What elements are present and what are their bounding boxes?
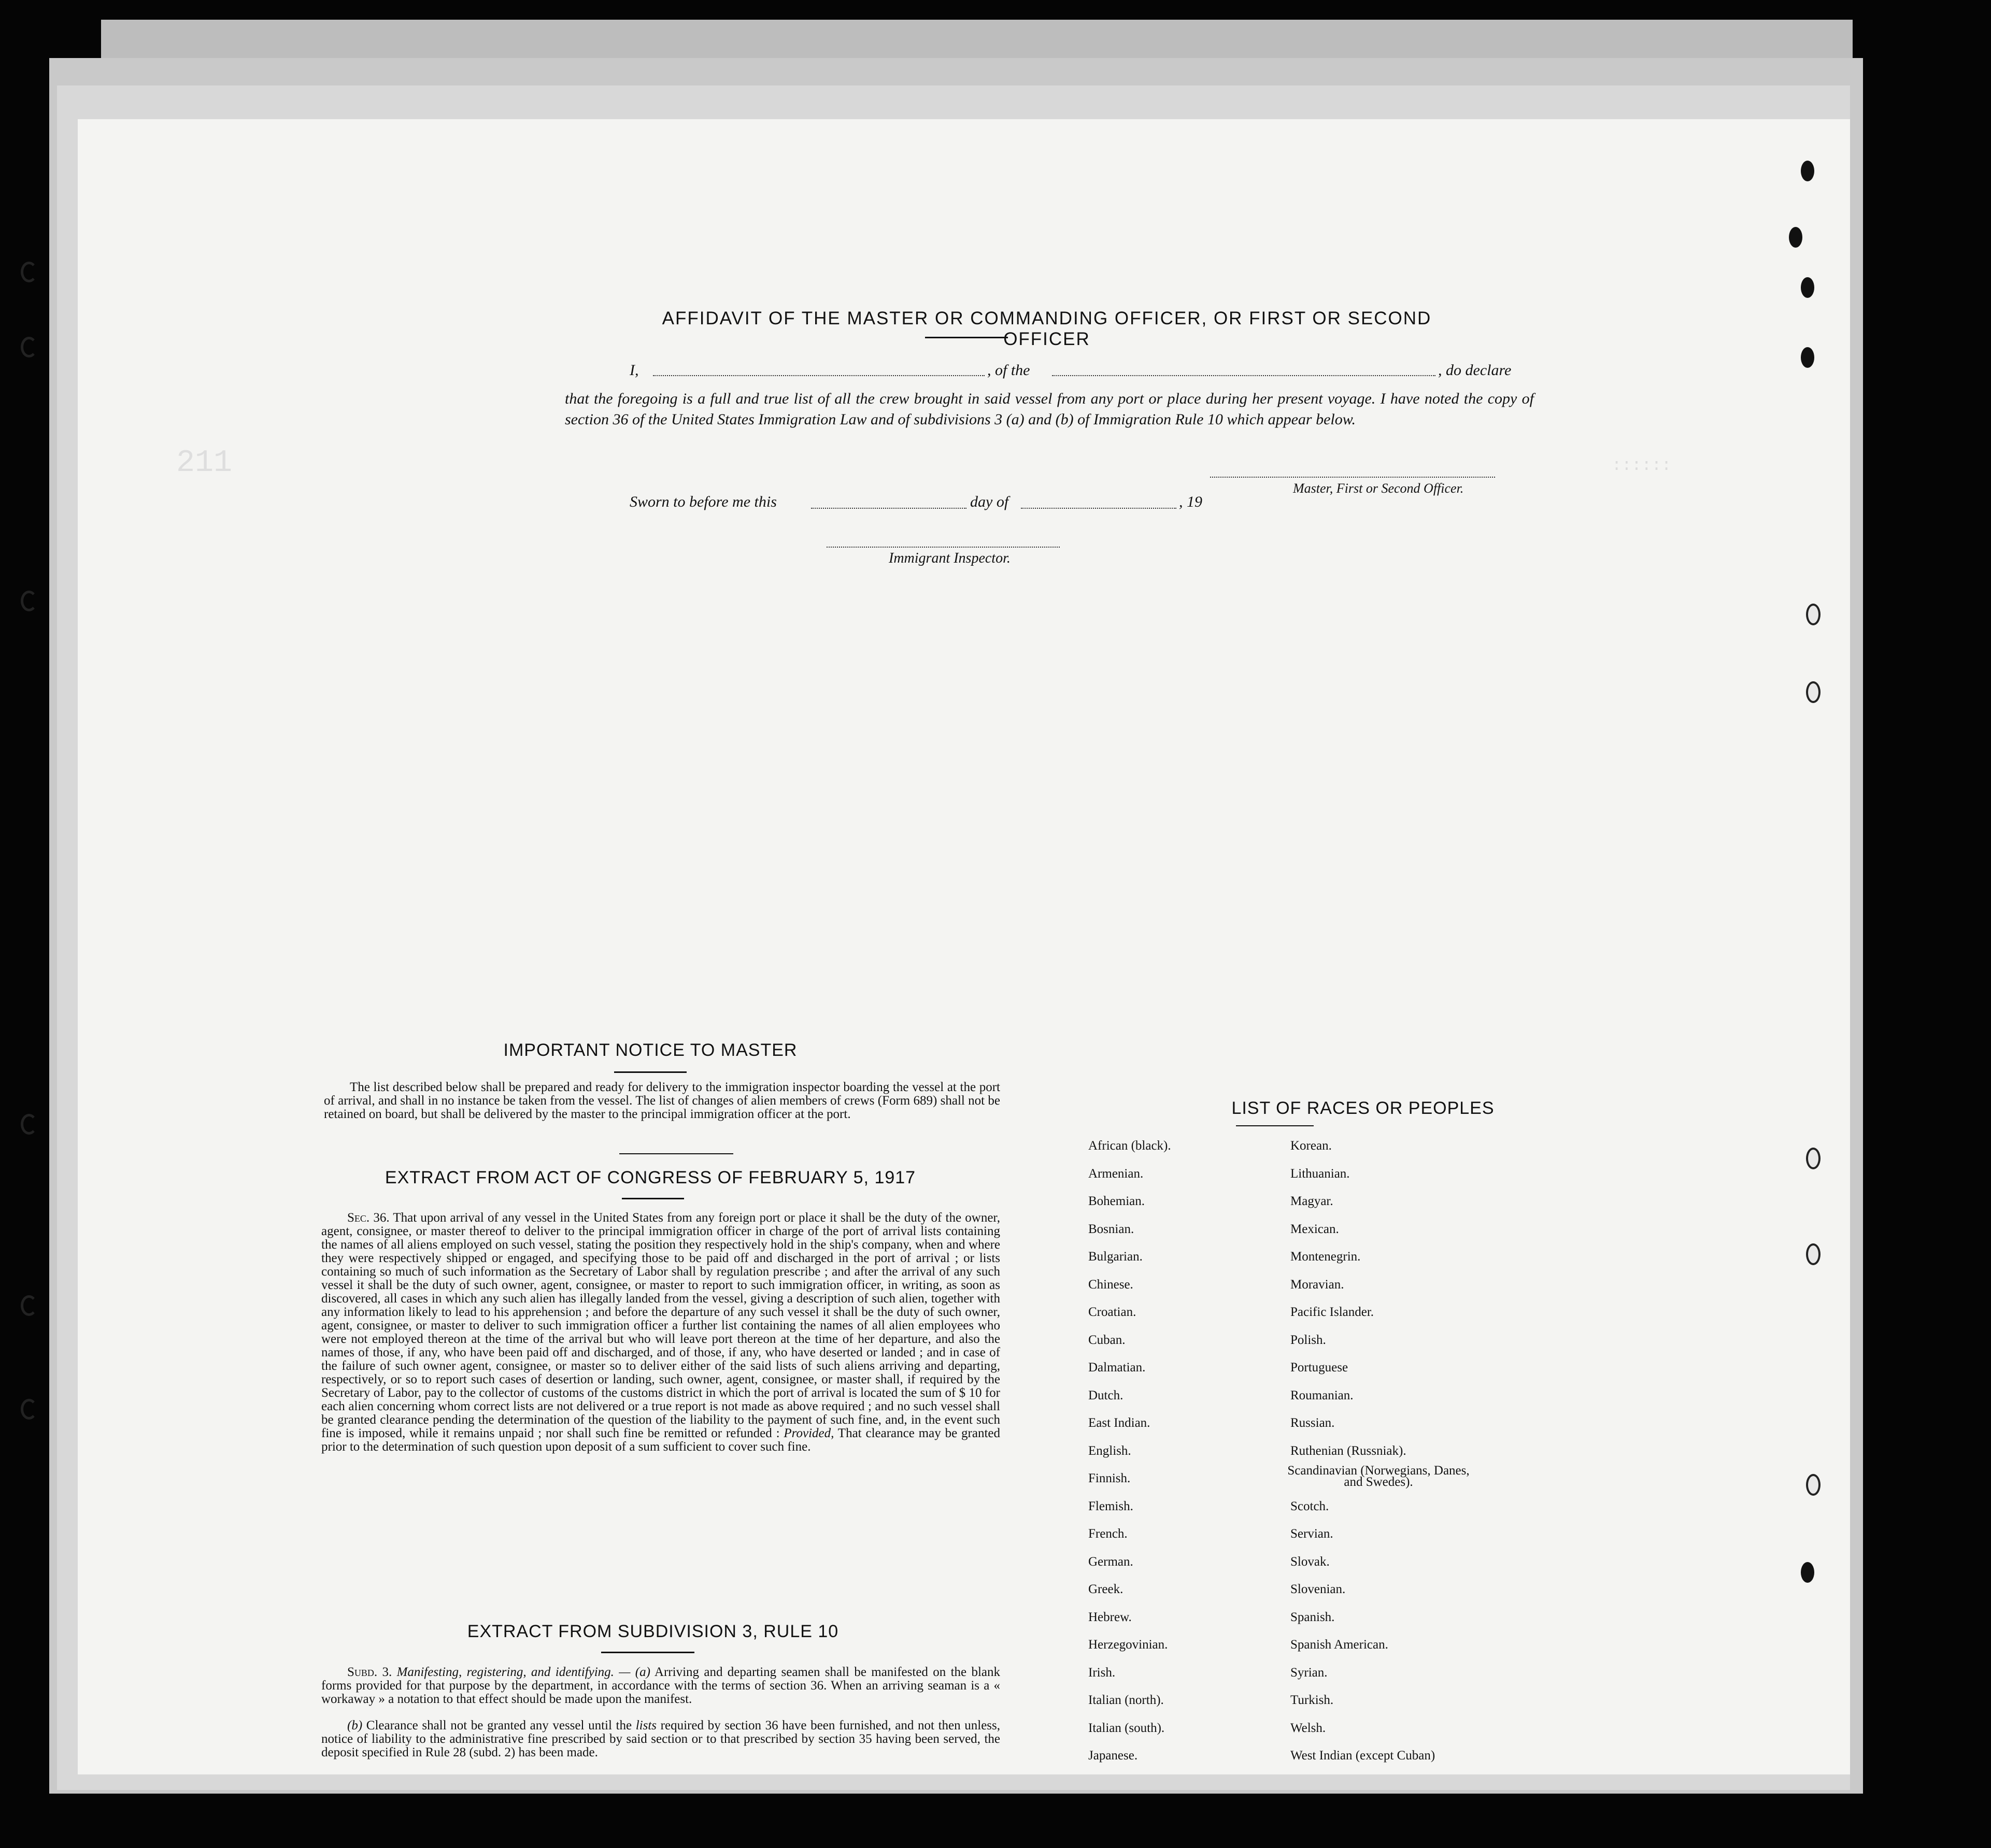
proviso-body: That clearance may be granted prior to the determination of such question upon deposit of a sum sufficient to cover such fine. [321,1426,1000,1454]
punch-hole-icon [1806,681,1821,703]
race-item: Portuguese [1290,1360,1348,1374]
declaration-text: that the foregoing is a full and true list of all the crew brought in said vessel from any port or place during her present voyage. I have noted the copy of section 36 of the United States Immigration Law and of subdivisions 3 (a) and (b) of Immigration Rule 10 which appear below. [565,390,1534,428]
race-item: Servian. [1290,1527,1333,1541]
bleed-through-mark: :::::: [1612,456,1672,475]
bleed-through-mark: 211 [176,446,233,481]
sworn-label: Sworn to before me this [630,493,777,510]
rule-b-text-1: Clearance shall not be granted any vessel until the [366,1718,632,1732]
race-item: Pacific Islander. [1290,1305,1374,1319]
day-of-label: day of [970,493,1009,510]
race-item: African (black). [1088,1139,1171,1153]
year-label: , 19 [1179,493,1202,510]
divider [601,1652,694,1653]
race-item: Bohemian. [1088,1194,1145,1208]
act-title: EXTRACT FROM ACT OF CONGRESS OF FEBRUARY 5, 1917 [385,1168,916,1187]
race-item: Scandinavian (Norwegians, Danes, and Swedes). [1287,1464,1470,1489]
subd-label: Subd. 3. [347,1665,392,1679]
race-item: Lithuanian. [1290,1166,1350,1181]
race-item: Herzegovinian. [1088,1638,1168,1652]
lists-word: lists [635,1718,657,1732]
punch-hole-icon [1801,161,1814,181]
rule-para-b [321,1719,1000,1759]
race-item: Scotch. [1290,1499,1329,1513]
race-item: Bulgarian. [1088,1250,1143,1264]
binder-ring-icon [21,1295,37,1316]
rule-para-a [321,1666,1000,1706]
rule-title: EXTRACT FROM SUBDIVISION 3, RULE 10 [467,1622,839,1641]
race-item: Magyar. [1290,1194,1333,1208]
binder-ring-icon [21,1399,37,1420]
officer-signature-field[interactable] [1210,477,1495,478]
divider [1236,1125,1314,1126]
inspector-label: Immigrant Inspector. [889,550,1011,566]
binder-ring-icon [21,591,37,611]
race-item: Montenegrin. [1290,1250,1361,1264]
punch-hole-icon [1806,604,1821,625]
race-item: Croatian. [1088,1305,1136,1319]
do-declare-label: , do declare [1438,362,1512,379]
race-item: Bosnian. [1088,1222,1134,1236]
binder-ring-icon [21,337,37,357]
b-label: (b) [347,1718,363,1732]
rule-a-text: Arriving and departing seamen shall be manifested on the blank forms provided for that purpose by the department, in accordance with the terms of section 36. When an arriving seaman is a « workaway » a notation to that effect should be made upon the manifest. [321,1665,1000,1706]
race-item: German. [1088,1554,1133,1569]
act-text [321,1211,1000,1454]
race-item: Finnish. [1088,1471,1131,1485]
race-item: Mexican. [1290,1222,1339,1236]
divider [622,1198,684,1199]
race-item: Ruthenian (Russniak). [1290,1443,1406,1458]
document-page [78,119,1850,1774]
divider [614,1071,687,1073]
punch-hole-icon [1806,1148,1821,1169]
affidavit-title: AFFIDAVIT OF THE MASTER OR COMMANDING OFFICER, OR FIRST OR SECOND OFFICER [662,308,1432,349]
section-label: Sec. 36. [347,1211,390,1225]
subd-heading: Manifesting, registering, and identifying. — (a) [396,1665,650,1679]
punch-hole-icon [1806,1243,1821,1265]
races-title: LIST OF RACES OR PEOPLES [1231,1098,1495,1118]
divider [925,337,1008,338]
race-item: Italian (north). [1088,1693,1164,1707]
punch-hole-icon [1801,277,1814,298]
race-item: Flemish. [1088,1499,1133,1513]
race-item: Moravian. [1290,1277,1344,1292]
of-the-label: , of the [987,362,1030,379]
race-item: English. [1088,1443,1131,1458]
binder-ring-icon [21,1114,37,1135]
race-item: Syrian. [1290,1665,1328,1680]
punch-hole-icon [1801,347,1814,368]
race-item: French. [1088,1527,1128,1541]
race-item: Irish. [1088,1665,1116,1680]
notice-text: The list described below shall be prepared and ready for delivery to the immigration inspector boarding the vessel at the port of arrival, and shall in no instance be taken from the vessel. The list of changes of alien members of crews (Form 689) shall not be retained on board, but shall be delivered by the master to the principal immigration officer at the port. [324,1080,1000,1121]
proviso-label: Provided, [784,1426,834,1440]
race-item: Spanish American. [1290,1638,1388,1652]
race-item: Korean. [1290,1139,1332,1153]
punch-hole-icon [1789,227,1802,248]
race-item: Hebrew. [1088,1610,1132,1624]
punch-hole-icon [1801,1562,1814,1583]
race-item: Cuban. [1088,1333,1126,1347]
race-item: West Indian (except Cuban) [1290,1749,1435,1763]
race-item: East Indian. [1088,1416,1150,1430]
race-item: Dalmatian. [1088,1360,1146,1374]
officer-name-field[interactable] [653,375,985,376]
sworn-month-field[interactable] [1021,508,1176,509]
race-item: Russian. [1290,1416,1335,1430]
divider [619,1153,733,1154]
race-item: Greek. [1088,1582,1124,1596]
race-item: Welsh. [1290,1721,1326,1735]
race-item: Turkish. [1290,1693,1334,1707]
race-item: Polish. [1290,1333,1326,1347]
rule-b-text-2: required by section 36 have been furnished, and not then unless, notice of liability to the administrative fine prescribed by said section or to that prescribed by section 35 having been served, the deposit specified in Rule 28 (subd. 2) has been made. [321,1718,1001,1759]
race-item: Spanish. [1290,1610,1335,1624]
inspector-signature-field[interactable] [827,547,1060,548]
race-item: Armenian. [1088,1166,1144,1181]
race-item: Chinese. [1088,1277,1133,1292]
notice-title: IMPORTANT NOTICE TO MASTER [503,1040,798,1060]
race-item: Italian (south). [1088,1721,1165,1735]
race-item: Slovak. [1290,1554,1330,1569]
vessel-name-field[interactable] [1052,375,1435,376]
act-body: That upon arrival of any vessel in the United States from any foreign port or place it shall be the duty of the owner, agent, consignee, or master thereof to deliver to the principal immigration officer in charge of the port of arrival lists containing the names of all aliens employed on such vessel, stating the position they respectively hold in the ship's company, when and where they were respectively shipped or engaged, and specifying those to be paid off and discharged in the port of arrival ; or lists containing so much of such information as the Secretary of Labor shall by regulation prescribe ; and after the arrival of any such vessel it shall be the duty of such owner, agent, consignee, or master to report to such immigration officer, in writing, as soon as discovered, all cases in which any such alien has illegally landed from the vessel, giving a description of such alien, together with any information likely to lead to his apprehension ; and before the departure of any such vessel it shall be the duty of such owner, agent, consignee, or master to deliver to such immigration officer a further list containing the names of all alien employees who were not employed thereon at the time of the arrival but who will leave port thereon at the time of her departure, and also the names of those, if any, who have been paid off and discharged, and of those, if any, who have deserted or landed ; and in case of the failure of such owner agent, consignee, or master so to deliver either of the said lists of such aliens arriving and departing, respectively, or so to report such cases of desertion or landing, such owner, agent, consignee, or master shall, if required by the Secretary of Labor, pay to the collector of customs of the customs district in which the port of arrival is located the sum of $ 10 for each alien concerning whom correct lists are not delivered or a true report is not made as above required ; and no such vessel shall be granted clearance pending the determination of the question of the liability to the payment of such fine, and, in the event such fine is imposed, while it remains unpaid ; nor shall such fine be remitted or refunded : [321,1211,1000,1440]
race-item: Dutch. [1088,1388,1124,1402]
i-label: I, [630,362,639,379]
officer-signature-label: Master, First or Second Officer. [1293,481,1464,496]
race-item: Slovenian. [1290,1582,1346,1596]
punch-hole-icon [1806,1474,1821,1496]
sworn-day-field[interactable] [811,508,966,509]
race-item: Roumanian. [1290,1388,1354,1402]
race-item: Japanese. [1088,1749,1138,1763]
binder-ring-icon [21,262,37,282]
